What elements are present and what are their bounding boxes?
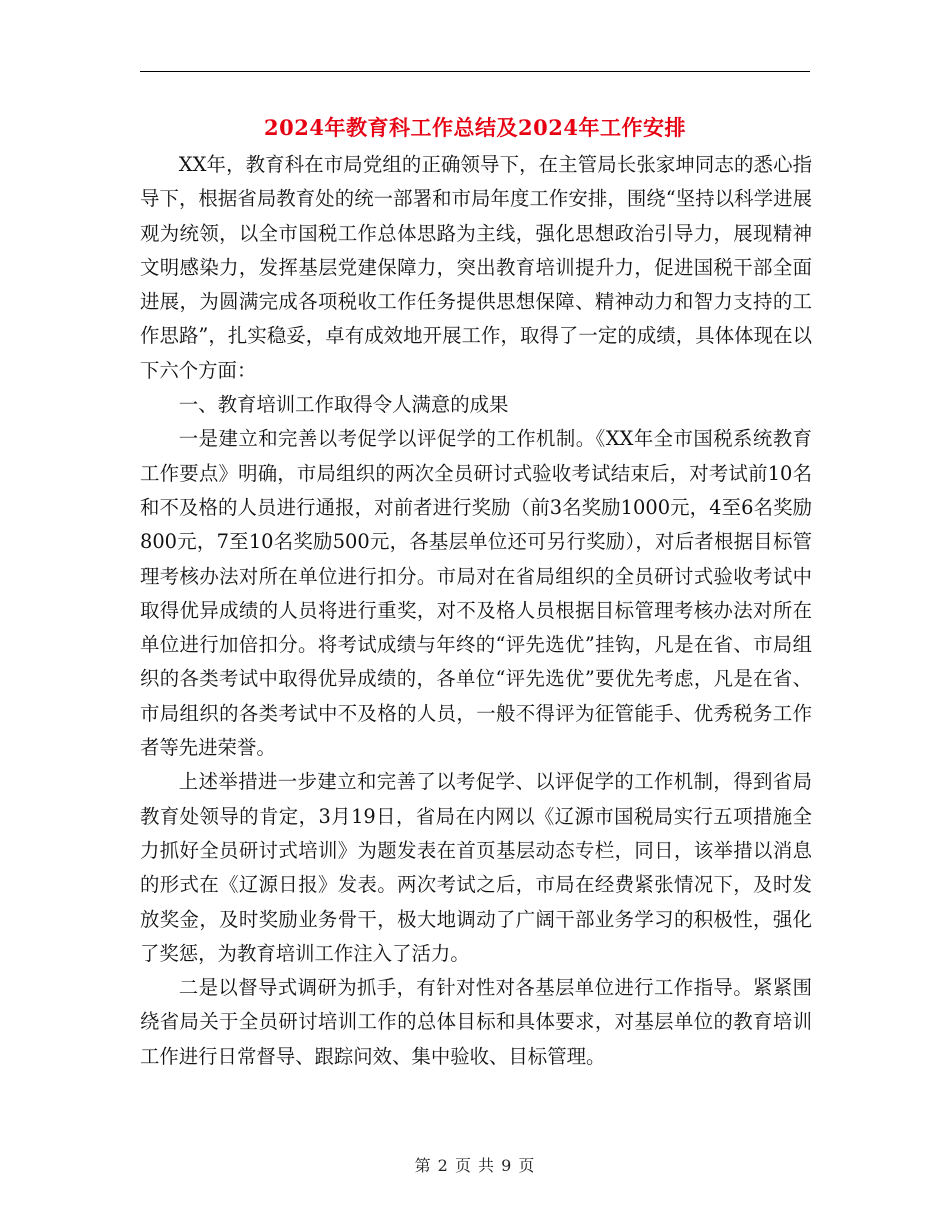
header-rule [140, 71, 810, 72]
section-heading: 一、教育培训工作取得令人满意的成果 [178, 393, 509, 417]
document-title: 2024年教育科工作总结及2024年工作安排 [264, 115, 686, 140]
paragraph-point-one: 一是建立和完善以考促学以评促学的工作机制。《XX年全市国税系统教育工作要点》明确，市局组织的两次全员研讨式验收考试结束后，对考试前10名和不及格的人员进行通报，对前者进行奖励（前3名奖励1000元，4至6名奖励800元，7至10名奖励500元，各基层单位还可另行奖励），对后者根据目标管理考核办法对所在单位进行扣分。市局对在省局组织的全员研讨式验收考试中取得优异成绩的人员将进行重奖，对不及格人员根据目标管理考核办法对所在单位进行加倍扣分。将考试成绩与年终的“评先选优”挂钩，凡是在省、市局组织的各类考试中取得优异成绩的，各单位“评先选优”要优先考虑，凡是在省、市局组织的各类考试中不及格的人员，一般不得评为征管能手、优秀税务工作者等先进荣誉。 [140, 427, 812, 760]
paragraph-point-two: 二是以督导式调研为抓手，有针对性对各基层单位进行工作指导。紧紧围绕省局关于全员研讨培训工作的总体目标和具体要求，对基层单位的教育培训工作进行日常督导、跟踪问效、集中验收、目标管理。 [140, 976, 812, 1068]
paragraph-intro: XX年，教育科在市局党组的正确领导下，在主管局长张家坤同志的悉心指导下，根据省局教育处的统一部署和市局年度工作安排，围绕“坚持以科学进展观为统领，以全市国税工作总体思路为主线，强化思想政治引导力，展现精神文明感染力，发挥基层党建保障力，突出教育培训提升力，促进国税干部全面进展，为圆满完成各项税收工作任务提供思想保障、精神动力和智力支持的工作思路”，扎实稳妥，卓有成效地开展工作，取得了一定的成绩，具体体现在以下六个方面： [140, 153, 812, 382]
paragraph-measures: 上述举措进一步建立和完善了以考促学、以评促学的工作机制，得到省局教育处领导的肯定，3月19日，省局在内网以《辽源市国税局实行五项措施全力抓好全员研讨式培训》为题发表在首页基层动态专栏，同日，该举措以消息的形式在《辽源日报》发表。两次考试之后，市局在经费紧张情况下，及时发放奖金，及时奖励业务骨干，极大地调动了广阔干部业务学习的积极性，强化了奖惩，为教育培训工作注入了活力。 [140, 770, 812, 965]
page-footer: 第 2 页 共 9 页 [414, 1156, 536, 1175]
document-body [140, 148, 812, 1074]
